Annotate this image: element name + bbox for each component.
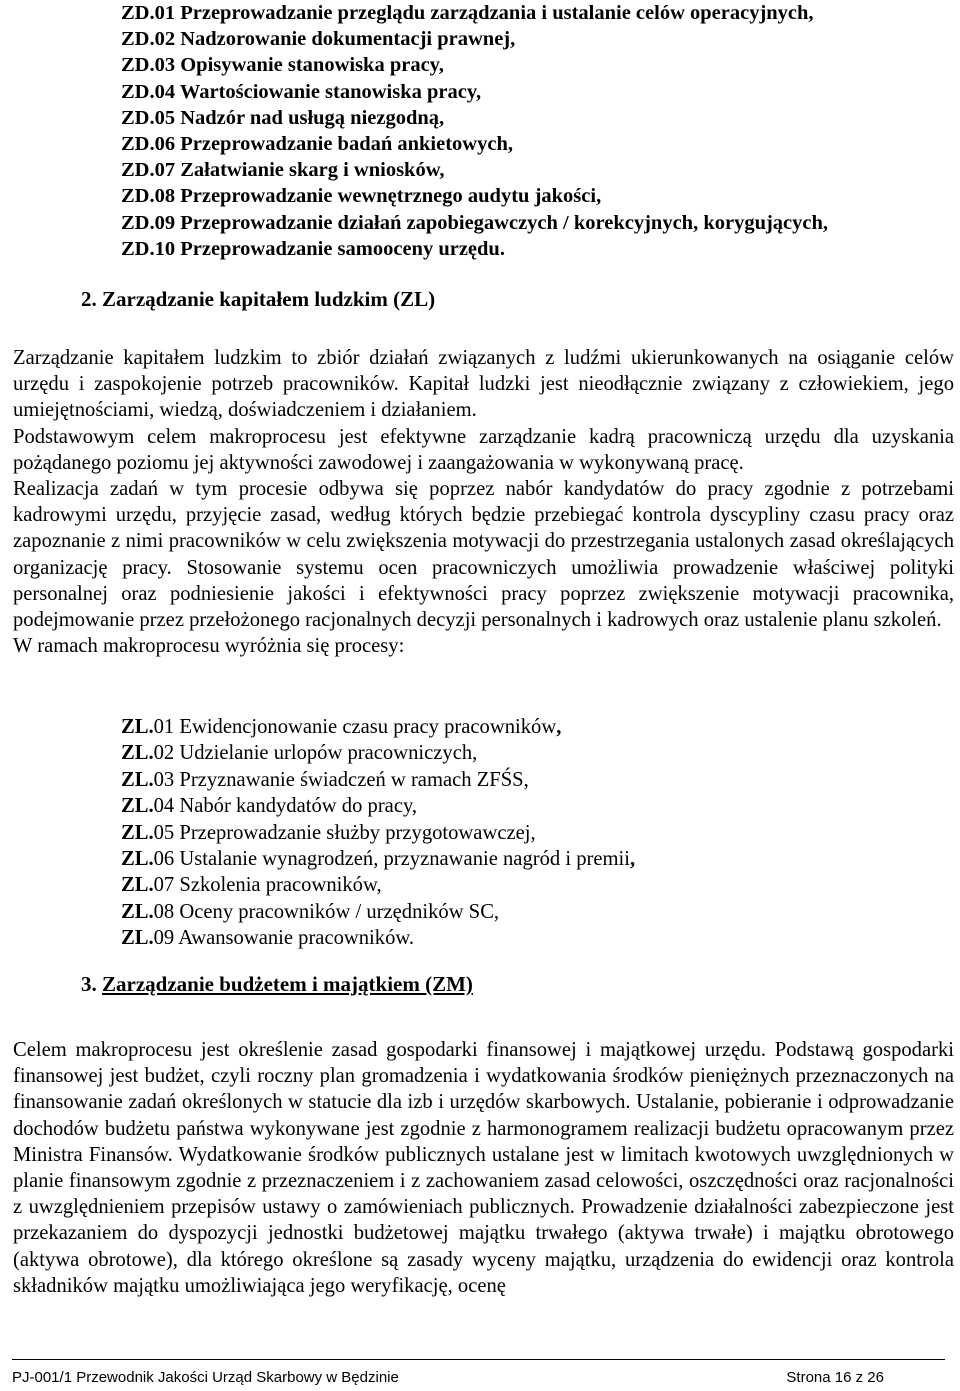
zl-item: ZL.07 Szkolenia pracowników,: [121, 874, 382, 897]
paragraph: W ramach makroprocesu wyróżnia się procesy:: [13, 635, 405, 658]
section-heading-zm: [81, 972, 473, 997]
zl-item: ZL.06 Ustalanie wynagrodzeń, przyznawanie nagród i premii,: [121, 848, 636, 871]
paragraph: Zarządzanie kapitałem ludzkim to zbiór działań związanych z ludźmi ukierunkowanych na osiąganie celów urzędu i zaspokojenie potrzeb pracowników. Kapitał ludzki jest nieodłącznie związany z człowiekiem, jego umiejętnościami, wiedzą, doświadczeniem i działaniem.: [13, 347, 954, 422]
section-heading-zl: [81, 287, 435, 312]
zl-item: ZL.04 Nabór kandydatów do pracy,: [121, 795, 418, 818]
paragraph: Podstawowym celem makroprocesu jest efektywne zarządzanie kadrą pracowniczą urzędu dla uzyskania pożądanego poziomu jej aktywności zawodowej i zaangażowania w wykonywaną pracę.: [13, 425, 954, 474]
paragraph: Celem makroprocesu jest określenie zasad gospodarki finansowej i majątkowej urzędu. Podstawą gospodarki finansowej jest budżet, czyli roczny plan gromadzenia i wydatkowania środków pieniężnych przeznaczonych na finansowanie zadań określonych w statucie dla izb i urzędów skarbowych. Ustalanie, pobieranie i odprowadzanie dochodów budżetu państwa wykonywane jest zgodnie z harmonogramem realizacji budżetu opracowanym przez Ministra Finansów. Wydatkowanie środków publicznych ustalane jest w limitach kwotowych uwzględnionych w planie finansowym zgodnie z przeznaczeniem i z zachowaniem zasad celowości, oszczędności oraz racjonalności z uwzględnieniem przepisów ustawy o zamówieniach publicznych. Prowadzenie działalności zabezpieczone jest przekazaniem do dyspozycji jednostki budżetowej majątku trwałego (aktywa trwałe) i majątku obrotowego (aktywa obrotowe), dla którego określone są zasady wyceny majątku, urządzenia do ewidencji oraz kontrola składników majątku umożliwiająca jego weryfikację, ocenę: [13, 1039, 954, 1297]
zd-item: ZD.09 Przeprowadzanie działań zapobiegawczych / korekcyjnych, korygujących,: [121, 211, 829, 234]
zl-item: ZL.01 Ewidencjonowanie czasu pracy pracowników,: [121, 716, 562, 738]
section-number: 2.: [81, 287, 97, 311]
zd-item: ZD.01 Przeprowadzanie przeglądu zarządzania i ustalanie celów operacyjnych,: [121, 2, 814, 24]
zl-item: ZL.08 Oceny pracowników / urzędników SC,: [121, 900, 500, 923]
zd-process-list: [121, 0, 828, 262]
section-zl-body: [13, 345, 954, 659]
section-number: 3.: [81, 972, 97, 996]
section-zm-body: [13, 1037, 954, 1299]
zd-item: ZD.04 Wartościowanie stanowiska pracy,: [121, 80, 482, 103]
zd-item: ZD.02 Nadzorowanie dokumentacji prawnej,: [121, 28, 516, 51]
zd-item: ZD.08 Przeprowadzanie wewnętrznego audytu jakości,: [121, 185, 602, 208]
footer-page-number: Strona 16 z 26: [786, 1369, 884, 1386]
paragraph: Realizacja zadań w tym procesie odbywa się poprzez nabór kandydatów do pracy zgodnie z potrzebami kadrowymi urzędu, przyjęcie zasad, według których będzie przebiegać kontrola dyscypliny czasu pracy oraz zapoznanie z nimi pracowników w celu zwiększenia motywacji do przestrzegania ustalonych zasad określających organizację pracy. Stosowanie systemu ocen pracowniczych umożliwia prowadzenie właściwej polityki personalnej oraz podniesienie jakości i efektywności pracy poprzez zwiększenie motywacji pracownika, podejmowanie przez przełożonego racjonalnych decyzji personalnych i kadrowych oraz ustalenie planu szkoleń.: [13, 478, 954, 632]
footer-divider: [12, 1359, 945, 1360]
footer-document-id: PJ-001/1 Przewodnik Jakości Urząd Skarbowy w Będzinie: [12, 1369, 399, 1386]
zd-item: ZD.03 Opisywanie stanowiska pracy,: [121, 54, 444, 77]
zl-process-list: [121, 714, 635, 952]
zl-item: ZL.03 Przyznawanie świadczeń w ramach ZFŚS,: [121, 768, 529, 791]
zl-item: ZL.02 Udzielanie urlopów pracowniczych,: [121, 742, 478, 765]
zd-item: ZD.06 Przeprowadzanie badań ankietowych,: [121, 133, 513, 156]
zl-item: ZL.05 Przeprowadzanie służby przygotowawczej,: [121, 821, 536, 844]
zd-item: ZD.10 Przeprowadzanie samooceny urzędu.: [121, 237, 505, 260]
zd-item: ZD.05 Nadzór nad usługą niezgodną,: [121, 106, 445, 129]
section-title: Zarządzanie budżetem i majątkiem (ZM): [102, 972, 473, 996]
zd-item: ZD.07 Załatwianie skarg i wniosków,: [121, 159, 445, 182]
zl-item: ZL.09 Awansowanie pracowników.: [121, 927, 415, 950]
section-title: Zarządzanie kapitałem ludzkim (ZL): [102, 287, 436, 311]
